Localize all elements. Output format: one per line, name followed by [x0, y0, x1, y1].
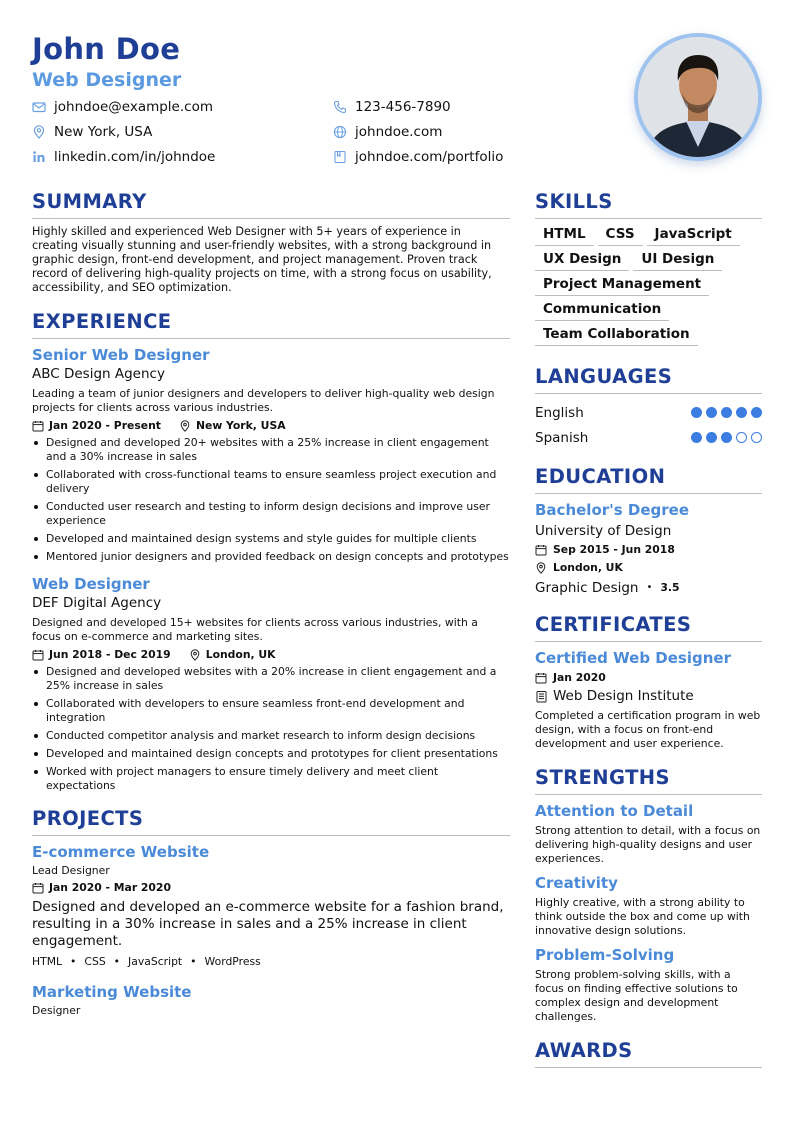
list-item: Collaborated with cross-functional teams to ensure seamless project execution and delivery [32, 468, 510, 496]
project-role: Designer [32, 1004, 81, 1017]
skill-tag: Communication [535, 300, 669, 321]
education-date-text: Sep 2015 - Jun 2018 [553, 543, 675, 556]
candidate-title: Web Designer [32, 69, 182, 91]
calendar-icon [535, 544, 553, 556]
awards-section [535, 1037, 762, 1068]
contact-location [32, 123, 152, 141]
strength-title: Problem-Solving [535, 946, 675, 964]
tech-item: JavaScript [128, 955, 183, 968]
summary-text: Highly skilled and experienced Web Designer with 5+ years of experience in creating visually stunning and user-friendly websites, with a strong background in graphic design, front-end development, and project management. Proven track record of delivering high-quality projects on time, with a strong focus on usability, accessibility, and SEO optimization. [32, 225, 492, 294]
job-bullets [32, 665, 510, 793]
project-tech-list [32, 954, 510, 970]
level-dot-filled [706, 432, 717, 443]
education-section [535, 463, 762, 598]
skill-tag: Project Management [535, 275, 709, 296]
skill-tag: CSS [598, 225, 643, 246]
strength-item [535, 945, 762, 1024]
list-item: Mentored junior designers and provided feedback on design concepts and prototypes [32, 550, 510, 564]
language-row [535, 425, 762, 450]
list-item: Worked with project managers to ensure timely delivery and meet client expectations [32, 765, 510, 793]
globe-icon [333, 125, 347, 139]
tech-item: WordPress [204, 955, 261, 968]
project-meta [32, 880, 510, 896]
skills-section [535, 188, 762, 350]
language-name: Spanish [535, 429, 589, 446]
list-item: Conducted user research and testing to inform design decisions and improve user experience [32, 500, 510, 528]
section-heading-skills: SKILLS [535, 188, 762, 219]
project-dates: Jan 2020 - Mar 2020 [49, 881, 171, 894]
field-of-study [535, 578, 762, 598]
job-dates: Jan 2020 - Present [49, 419, 161, 432]
separator: • [113, 955, 121, 968]
separator: • [646, 582, 653, 593]
certificate-date [535, 669, 762, 687]
level-dot-empty [751, 432, 762, 443]
job-bullets [32, 436, 510, 564]
summary-section [32, 188, 510, 295]
avatar [638, 37, 758, 157]
language-name: English [535, 404, 584, 421]
project-item [32, 982, 510, 1019]
section-heading-strengths: STRENGTHS [535, 764, 762, 795]
project-item [32, 842, 510, 970]
field-text: Graphic Design [535, 580, 639, 596]
level-dot-filled [736, 407, 747, 418]
language-level-dots [687, 407, 762, 418]
language-level-dots [687, 432, 762, 443]
strength-title: Attention to Detail [535, 802, 694, 820]
skill-tag: Team Collaboration [535, 325, 698, 346]
website-text: johndoe.com [355, 124, 443, 140]
list-item: Developed and maintained design systems and style guides for multiple clients [32, 532, 510, 546]
section-heading-summary: SUMMARY [32, 188, 510, 219]
separator: • [70, 955, 77, 968]
phone-text: 123-456-7890 [355, 99, 451, 115]
contact-phone[interactable] [333, 98, 451, 116]
job-title: Web Designer [32, 575, 150, 593]
email-text: johndoe@example.com [54, 99, 213, 115]
skill-tag: HTML [535, 225, 594, 246]
tech-item: CSS [84, 955, 106, 968]
level-dot-filled [721, 432, 732, 443]
strength-item [535, 801, 762, 866]
separator: • [190, 955, 197, 968]
level-dot-filled [691, 432, 702, 443]
experience-item [32, 574, 510, 793]
contact-linkedin[interactable] [32, 148, 215, 166]
section-heading-languages: LANGUAGES [535, 363, 762, 394]
level-dot-filled [721, 407, 732, 418]
contact-portfolio[interactable] [333, 148, 503, 166]
company-name: ABC Design Agency [32, 366, 165, 382]
school-name: University of Design [535, 523, 672, 539]
company-name: DEF Digital Agency [32, 595, 162, 611]
certificate-description: Completed a certification program in web design, with a focus on front-end development and user experience. [535, 709, 761, 750]
project-title: E-commerce Website [32, 843, 210, 861]
languages-section [535, 363, 762, 450]
left-column [32, 188, 510, 1019]
job-location: London, UK [205, 648, 276, 661]
education-location-text: London, UK [553, 561, 623, 574]
projects-section [32, 805, 510, 1019]
phone-icon [333, 100, 347, 114]
portfolio-text: johndoe.com/portfolio [355, 149, 504, 165]
project-title: Marketing Website [32, 983, 192, 1001]
location-pin-icon [189, 649, 206, 661]
list-item: Conducted competitor analysis and market research to inform design decisions [32, 729, 510, 743]
tech-item: HTML [32, 955, 63, 968]
list-item: Designed and developed 20+ websites with a 25% increase in client engagement and a 30% increase in sales [32, 436, 510, 464]
linkedin-icon [32, 150, 46, 164]
level-dot-filled [691, 407, 702, 418]
section-heading-awards: AWARDS [535, 1037, 762, 1068]
job-description: Leading a team of junior designers and developers to deliver high-quality web design projects for clients across various industries. [32, 387, 495, 414]
location-text: New York, USA [54, 124, 153, 140]
strength-description: Strong attention to detail, with a focus on delivering high-quality designs and user experiences. [535, 824, 761, 865]
list-item: Collaborated with developers to ensure seamless front-end development and integration [32, 697, 510, 725]
certificates-section [535, 611, 762, 751]
skill-tag: JavaScript [647, 225, 740, 246]
strength-title: Creativity [535, 874, 618, 892]
level-dot-filled [706, 407, 717, 418]
contact-email[interactable] [32, 98, 213, 116]
education-location [535, 559, 762, 577]
strength-item [535, 873, 762, 938]
mail-icon [32, 100, 46, 114]
gpa-value: 3.5 [660, 581, 680, 594]
strength-description: Strong problem-solving skills, with a focus on finding effective solutions to complex design and development challenges. [535, 968, 738, 1023]
location-pin-icon [32, 125, 46, 139]
job-dates: Jun 2018 - Dec 2019 [49, 648, 171, 661]
institute-name: Web Design Institute [553, 688, 694, 704]
strengths-section [535, 764, 762, 1024]
list-item: Designed and developed websites with a 20% increase in client engagement and a 25% increase in sales [32, 665, 510, 693]
profile-photo [634, 33, 762, 161]
institution-icon [535, 690, 553, 703]
certificate-institute [535, 687, 762, 706]
contact-website[interactable] [333, 123, 442, 141]
level-dot-empty [736, 432, 747, 443]
calendar-icon [32, 649, 49, 661]
job-title: Senior Web Designer [32, 346, 210, 364]
skill-tag: UI Design [633, 250, 722, 271]
location-pin-icon [179, 420, 196, 432]
experience-item [32, 345, 510, 564]
section-heading-education: EDUCATION [535, 463, 762, 494]
project-description: Designed and developed an e-commerce website for a fashion brand, resulting in a 30% increase in sales and a 25% increase in client engagement. [32, 899, 504, 949]
job-meta [32, 647, 510, 663]
level-dot-filled [751, 407, 762, 418]
portfolio-icon [333, 150, 347, 164]
skill-tag: UX Design [535, 250, 629, 271]
job-meta [32, 418, 510, 434]
resume-header [32, 32, 592, 165]
strength-description: Highly creative, with a strong ability to think outside the box and come up with innovative design solutions. [535, 896, 750, 937]
job-description: Designed and developed 15+ websites for clients across various industries, with a focus on e-commerce and marketing sites. [32, 616, 478, 643]
language-row [535, 400, 762, 425]
linkedin-text: linkedin.com/in/johndoe [54, 149, 216, 165]
degree-title: Bachelor's Degree [535, 501, 689, 519]
candidate-name: John Doe [32, 32, 181, 66]
certificate-date-text: Jan 2020 [553, 671, 606, 684]
location-pin-icon [535, 562, 553, 574]
right-column [535, 188, 762, 1074]
list-item: Developed and maintained design concepts and prototypes for client presentations [32, 747, 510, 761]
education-dates [535, 541, 762, 559]
certificate-title: Certified Web Designer [535, 649, 731, 667]
experience-section [32, 308, 510, 793]
calendar-icon [32, 420, 49, 432]
section-heading-projects: PROJECTS [32, 805, 510, 836]
calendar-icon [535, 672, 553, 684]
job-location: New York, USA [195, 419, 286, 432]
project-role: Lead Designer [32, 864, 110, 877]
calendar-icon [32, 882, 49, 894]
skills-list [535, 225, 762, 350]
section-heading-certificates: CERTIFICATES [535, 611, 762, 642]
section-heading-experience: EXPERIENCE [32, 308, 510, 339]
